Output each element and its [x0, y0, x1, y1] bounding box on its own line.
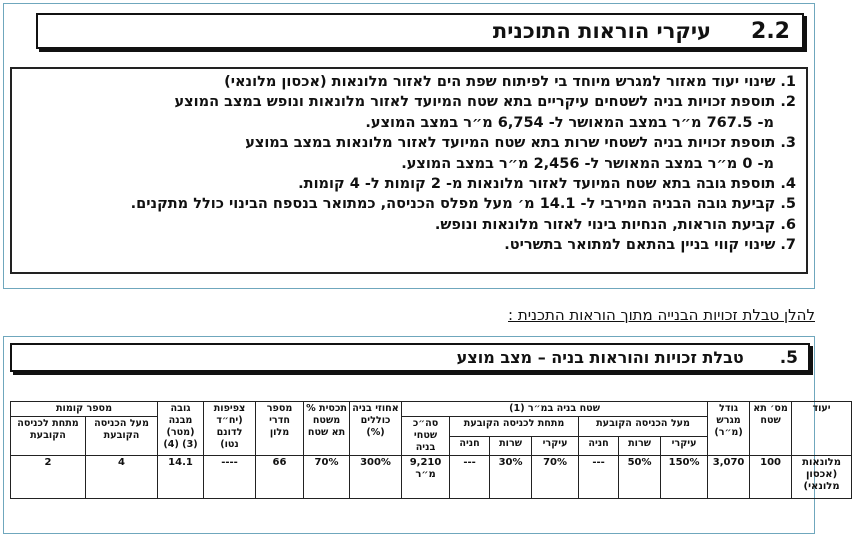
header-above-main: עיקרי — [661, 436, 708, 456]
building-rights-table — [10, 401, 852, 499]
cell-below-main: 70% — [532, 456, 579, 499]
cell-height: 14.1 — [158, 456, 204, 499]
cell-above-main: 150% — [661, 456, 708, 499]
list-item: 1. שינוי יעוד מאזור למגרש מיוחד בי לפיתוח שפת הים לאזור מלונאות (אכסון מלונאי) — [224, 74, 796, 90]
table-section-title: טבלת זכויות והוראות בניה – מצב מוצע — [456, 348, 744, 367]
header-below-main: עיקרי — [532, 436, 579, 456]
header-use: יעוד — [792, 402, 852, 456]
cell-total-pct: 300% — [350, 456, 402, 499]
header-floors-above: מעל הכניסה הקובעת — [86, 417, 158, 456]
cell-lot: 100 — [750, 456, 792, 499]
cell-above-parking: --- — [579, 456, 619, 499]
header-below-parking: חניה — [450, 436, 490, 456]
table-section-number: 5. — [779, 347, 798, 368]
provisions-list — [10, 67, 808, 274]
cell-use: מלונאות (אכסון מלונאי) — [792, 456, 852, 499]
table-intro-text: להלן טבלת זכויות הבנייה מתוך הוראות התכנית : — [508, 306, 815, 324]
list-item: 3. תוספת זכויות בניה לשטחי שרות בתא שטח המיועד לאזור מלונאות במצב במוצע — [245, 135, 796, 152]
cell-below-service: 30% — [490, 456, 532, 499]
list-item: 4. תוספת גובה בתא שטח המיועד לאזור מלונאות מ- 2 קומות ל- 4 קומות. — [298, 176, 796, 193]
table-section-heading — [10, 343, 810, 372]
cell-coverage: 70% — [304, 456, 350, 499]
section-title: עיקרי הוראות התוכנית — [492, 19, 712, 43]
list-item: 6. קביעת הוראות, הנחיות בינוי לאזור מלונאות ונופש. — [434, 216, 796, 233]
cell-above-service: 50% — [619, 456, 661, 499]
header-above-entrance: מעל הכניסה הקובעת — [579, 417, 708, 437]
header-below-entrance: מתחת לכניסה הקובעת — [450, 417, 579, 437]
header-hotel-rooms: מספר חדרי מלון — [256, 402, 304, 456]
cell-floors-below: 2 — [11, 456, 86, 499]
header-below-service: שרות — [490, 436, 532, 456]
cell-below-parking: --- — [450, 456, 490, 499]
header-coverage: תכסית % משטח תא שטח — [304, 402, 350, 456]
cell-density: ---- — [204, 456, 256, 499]
list-item: 2. תוספת זכויות בניה לשטחים עיקריים בתא שטח המיועד לאזור מלונאות ונופש במצב המוצע — [174, 94, 796, 111]
header-plot-size: גודל מגרש (מ״ר) — [708, 402, 750, 456]
header-total-pct: אחוזי בניה כוללים (%) — [350, 402, 402, 456]
list-item: 5. קביעת גובה הבניה המירבי ל- 14.1 מ׳ מעל מפלס הכניסה, כמתואר בנספח הבינוי כולל מתקנים. — [130, 196, 796, 213]
cell-hotel-rooms: 66 — [256, 456, 304, 499]
header-total-area: סה״כ שטחי בניה — [402, 417, 450, 456]
header-above-parking: חניה — [579, 436, 619, 456]
header-above-service: שרות — [619, 436, 661, 456]
list-item-continuation: מ- 0 מ״ר במצב המאושר ל- 2,456 מ״ר במצב המוצע. — [401, 155, 774, 172]
header-lot: מס׳ תא שטח — [750, 402, 792, 456]
cell-total-area: 9,210 מ״ר — [402, 456, 450, 499]
header-density: צפיפות (יח״ד לדונם נטו) — [204, 402, 256, 456]
header-floors: מספר קומות — [11, 402, 158, 417]
table-row — [11, 456, 852, 499]
list-item-continuation: מ- 767.5 מ״ר במצב המאושר ל- 6,754 מ״ר במצב המוצע. — [365, 114, 774, 131]
header-floors-below: מתחת לכניסה הקובעת — [11, 417, 86, 456]
header-height: גובה מבנה (מטר) (3) (4) — [158, 402, 204, 456]
section-number: 2.2 — [751, 18, 790, 44]
cell-plot-size: 3,070 — [708, 456, 750, 499]
header-building-area: שטח בניה במ״ר (1) — [402, 402, 708, 417]
list-item: 7. שינוי קווי בניין בהתאם למתואר בתשריט. — [504, 237, 796, 254]
cell-floors-above: 4 — [86, 456, 158, 499]
section-heading — [36, 13, 804, 49]
